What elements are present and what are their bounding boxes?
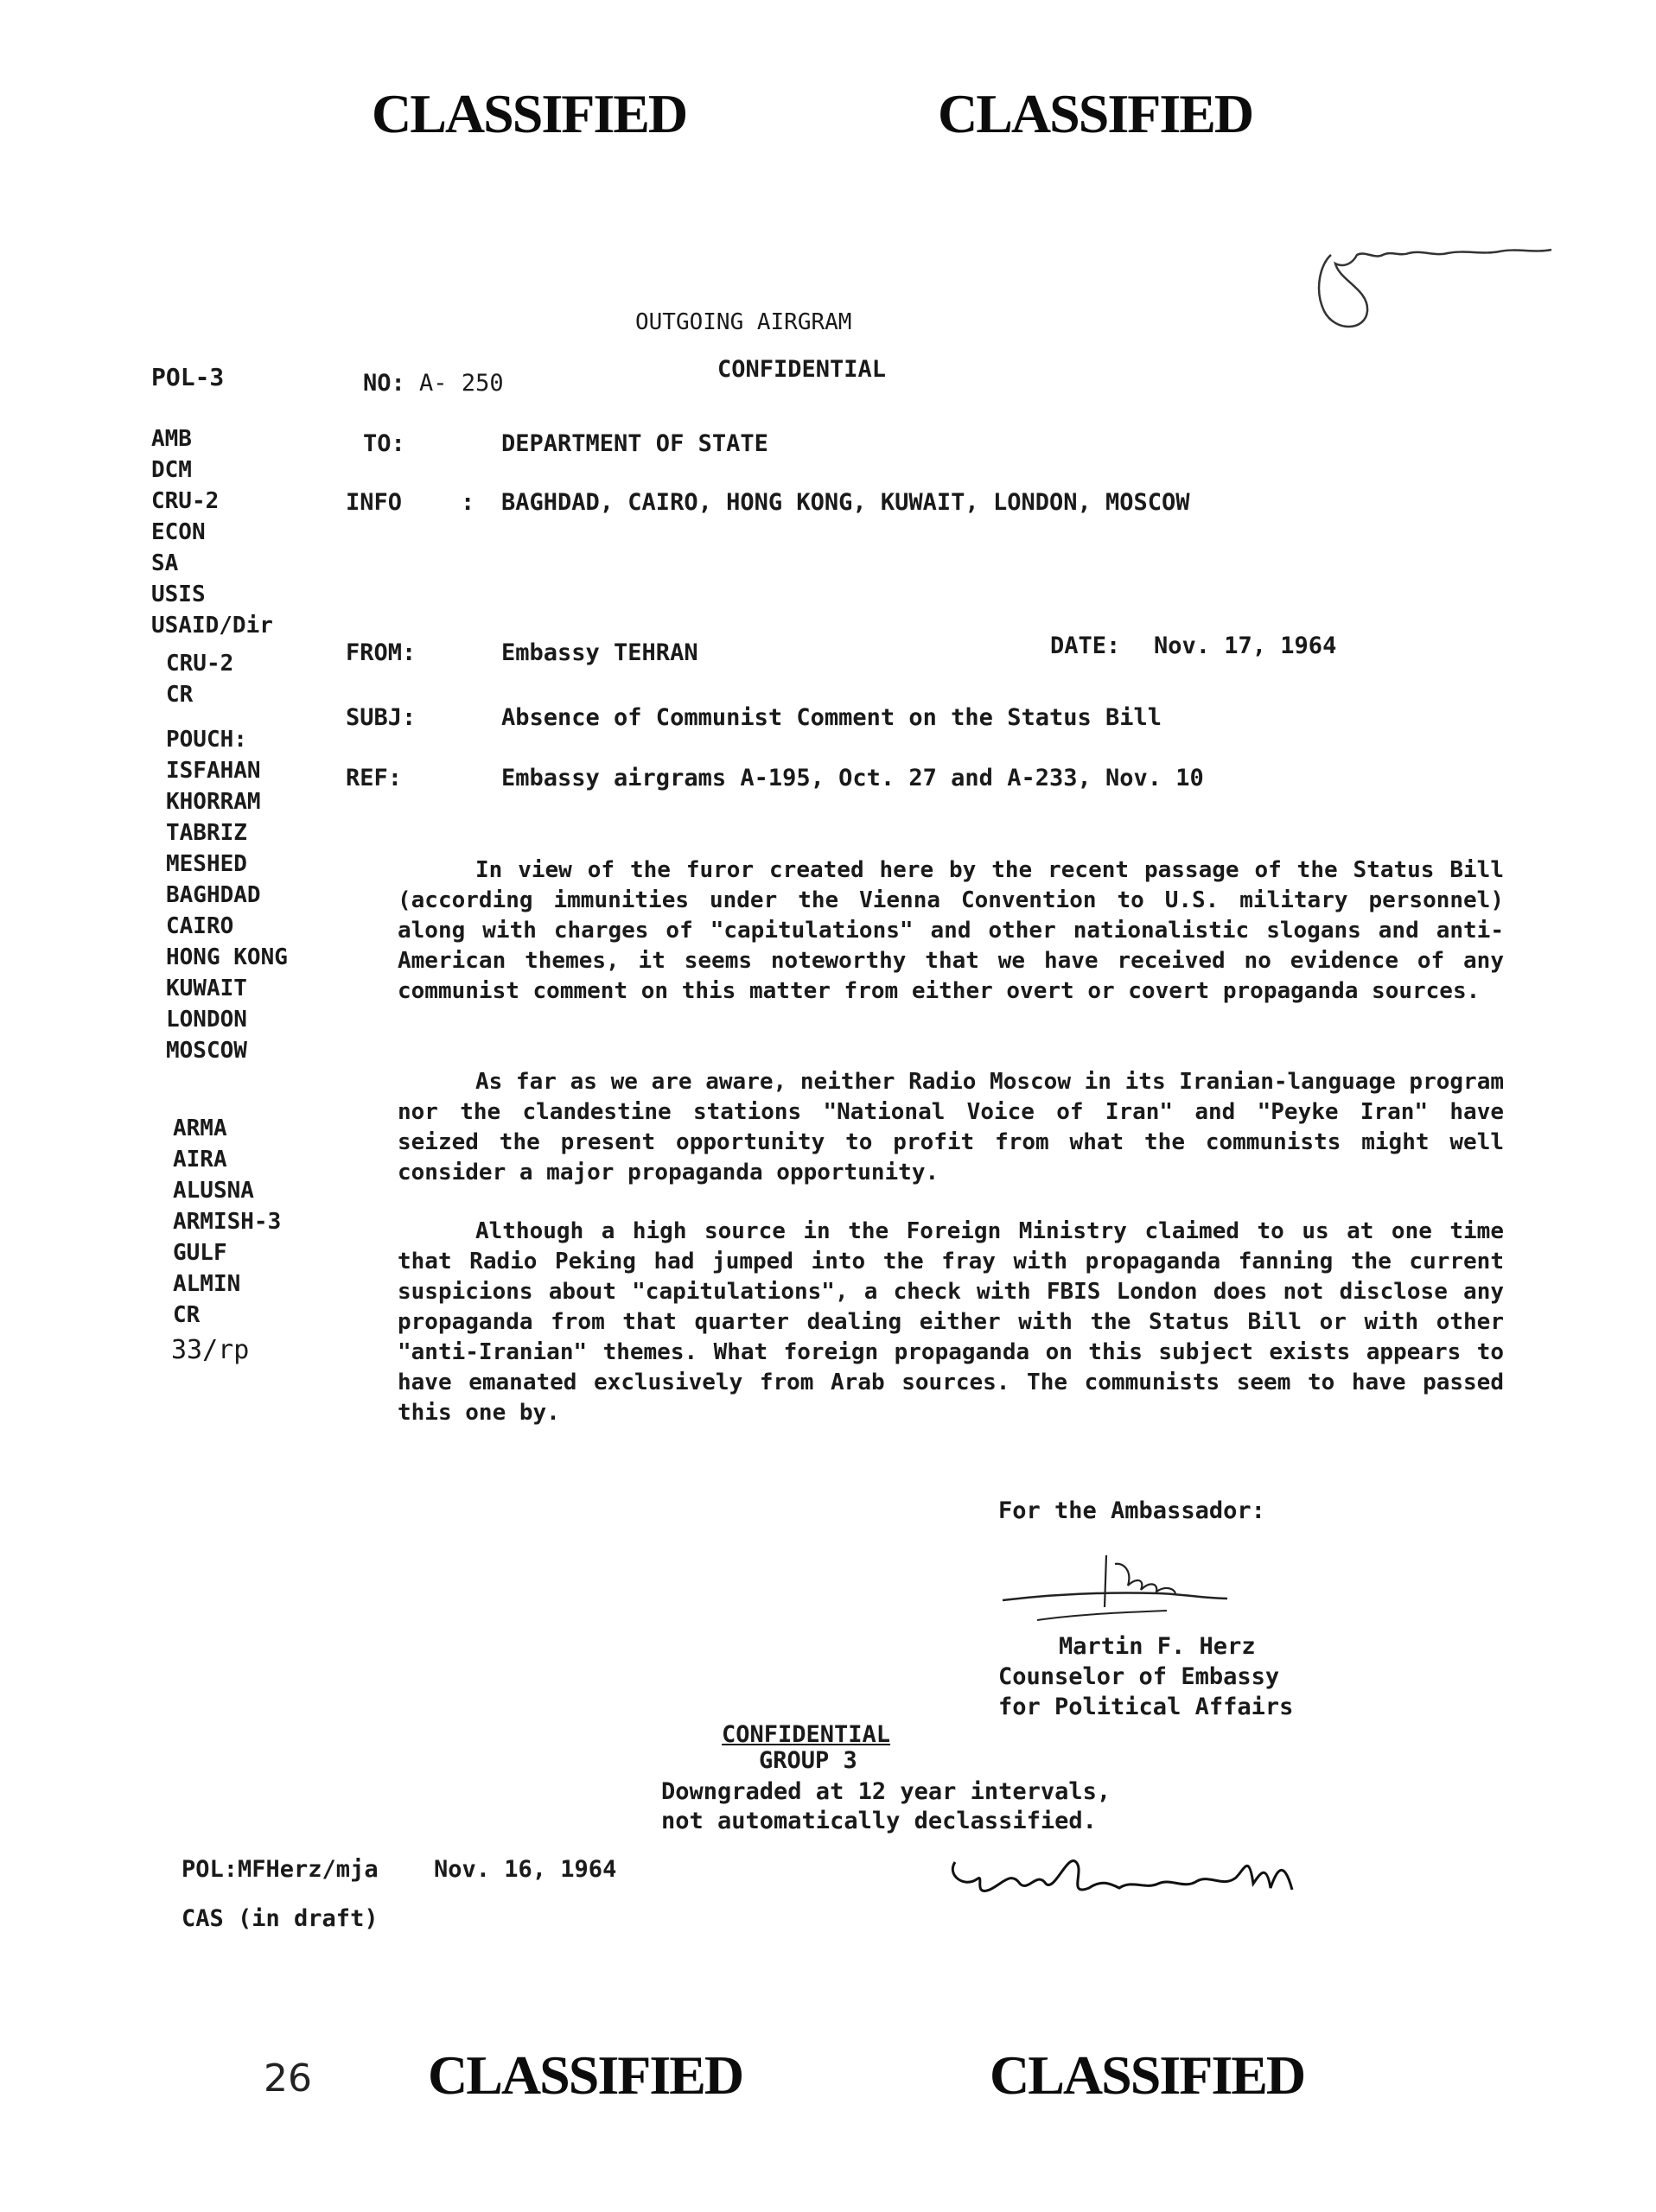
downgrade-line-1: Downgraded at 12 year intervals,	[661, 1778, 1111, 1805]
signer-title-1: Counselor of Embassy	[998, 1663, 1280, 1690]
body-paragraph-2: As far as we are aware, neither Radio Moscow in its Iranian-language program nor the clandestine stations "National Voice of Iran" and "Peyke Iran" have seized the present opportunity to profit from what the communists might well consider a major propaganda opportunity.	[398, 1069, 1504, 1185]
secondary-routing-list	[166, 648, 233, 710]
classification-top: CONFIDENTIAL	[717, 356, 887, 383]
drafter-initials: POL:MFHerz/mja	[182, 1856, 379, 1883]
body-paragraph-1: In view of the furor created here by the recent passage of the Status Bill (according immunities under the Vienna Convention to U.S. military personnel) along with charges of "capitulations" and other nationalistic slogans and anti-American themes, it seems noteworthy that we have received no evidence of any communist comment on this matter from either overt or covert propaganda sources.	[398, 857, 1504, 1004]
date-value: Nov. 17, 1964	[1154, 632, 1337, 659]
pouch-item: LONDON	[166, 1007, 247, 1033]
pouch-item: KHORRAM	[166, 789, 261, 815]
attache-routing-item: ARMA	[173, 1116, 227, 1141]
drafted-date: Nov. 16, 1964	[434, 1856, 617, 1883]
attache-routing-item: ARMISH-3	[173, 1209, 282, 1235]
pouch-item: ISFAHAN	[166, 758, 261, 784]
airgram-number	[363, 370, 504, 397]
handwritten-initials	[1305, 229, 1556, 341]
form-title: OUTGOING AIRGRAM	[635, 309, 852, 335]
to-value: DEPARTMENT OF STATE	[501, 430, 768, 457]
date-label: DATE:	[1050, 632, 1121, 659]
closing-line: For the Ambassador:	[998, 1497, 1265, 1524]
pouch-item: MESHED	[166, 851, 247, 877]
ref-value: Embassy airgrams A-195, Oct. 27 and A-233, Nov. 10	[501, 765, 1204, 791]
number-label: NO:	[363, 370, 405, 397]
distribution-item: USIS	[151, 582, 206, 607]
downgrade-line-2: not automatically declassified.	[661, 1808, 1097, 1834]
signer-title-2: for Political Affairs	[998, 1694, 1294, 1720]
subj-value: Absence of Communist Comment on the Status Bill	[501, 704, 1162, 731]
distribution-item: AMB	[151, 426, 192, 452]
number-value: A- 250	[419, 370, 504, 397]
group-label: GROUP 3	[759, 1747, 857, 1774]
distribution-item: USAID/Dir	[151, 613, 273, 639]
attache-routing-item: ALUSNA	[173, 1178, 254, 1204]
pouch-item: MOSCOW	[166, 1038, 247, 1064]
classified-stamp-top-left: CLASSIFIED	[372, 83, 687, 144]
secondary-routing-item: CRU-2	[166, 651, 234, 677]
pol-code: POL-3	[151, 363, 225, 391]
from-value: Embassy TEHRAN	[501, 639, 698, 666]
classified-stamp-bottom-left: CLASSIFIED	[428, 2044, 743, 2106]
info-value: BAGHDAD, CAIRO, HONG KONG, KUWAIT, LONDON, MOSCOW	[501, 489, 1190, 516]
ambassador-signature	[994, 1538, 1236, 1633]
copy-count: 33/rp	[171, 1335, 250, 1365]
distribution-list	[151, 423, 273, 641]
classified-stamp-bottom-right: CLASSIFIED	[990, 2044, 1305, 2106]
clearance-line: CAS (in draft)	[182, 1905, 379, 1932]
attache-routing-item: GULF	[173, 1240, 227, 1266]
secondary-routing-item: CR	[166, 682, 194, 708]
from-label: FROM:	[346, 639, 417, 666]
page-number: 26	[264, 2056, 312, 2101]
pouch-item: CAIRO	[166, 913, 234, 939]
classification-bottom: CONFIDENTIAL	[722, 1721, 891, 1748]
attache-routing-item: ALMIN	[173, 1271, 241, 1297]
body-paragraph-3: Although a high source in the Foreign Ministry claimed to us at one time that Radio Peking had jumped into the fray with propaganda fanning the current suspicions about "capitulations", a check with FBIS London does not disclose any propaganda from that quarter dealing either with the Status Bill or with other "anti-Iranian" themes. What foreign propaganda on this subject exists appears to have emanated exclusively from Arab sources. The communists seem to have passed this one by.	[398, 1218, 1504, 1426]
attache-routing-item: AIRA	[173, 1147, 227, 1173]
distribution-item: ECON	[151, 519, 206, 545]
info-colon: :	[461, 489, 475, 516]
pouch-list	[166, 755, 288, 1066]
ref-label: REF:	[346, 765, 403, 791]
pouch-item: KUWAIT	[166, 976, 247, 1001]
classified-stamp-top-right: CLASSIFIED	[938, 83, 1253, 144]
subj-label: SUBJ:	[346, 704, 417, 731]
pouch-label: POUCH:	[166, 727, 247, 753]
pouch-item: TABRIZ	[166, 820, 247, 846]
pouch-item: HONG KONG	[166, 944, 288, 970]
distribution-item: CRU-2	[151, 488, 220, 514]
pouch-item: BAGHDAD	[166, 882, 261, 908]
distribution-item: SA	[151, 550, 179, 576]
attache-routing-list	[173, 1113, 281, 1331]
distribution-item: DCM	[151, 457, 192, 483]
clearance-signature	[938, 1836, 1318, 1914]
to-label: TO:	[363, 430, 405, 457]
signer-name: Martin F. Herz	[1059, 1633, 1256, 1660]
attache-routing-item: CR	[173, 1302, 201, 1328]
info-label: INFO	[346, 489, 403, 516]
